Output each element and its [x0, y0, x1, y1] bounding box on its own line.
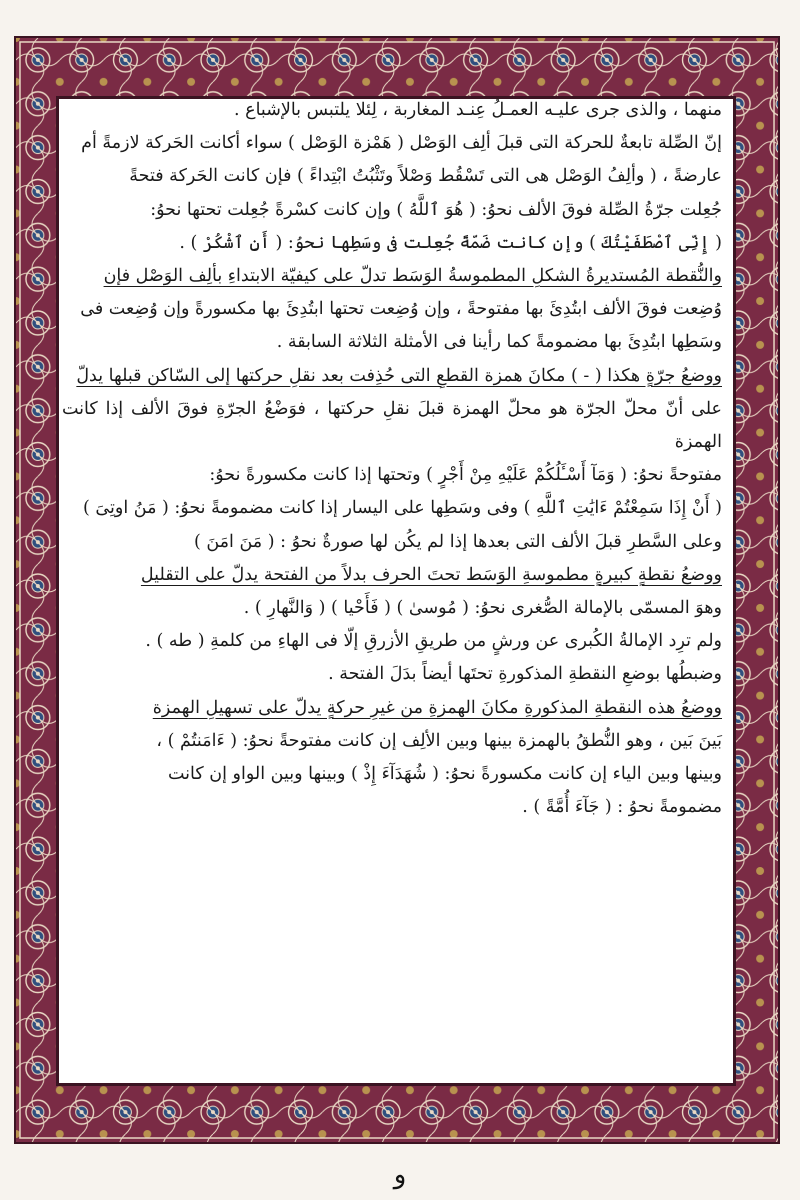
text-line-5: ( إِنِّى ٱصْطَفَيْتُكَ ) وإن كانت ضَمّةً جُعِلت فى وسَطِها نحوُ: ( أَنِ ٱشْكُرْ ) . — [179, 232, 722, 253]
text-line-11: مفتوحةً نحوُ: ( وَمَآ أَسْـَٔلُكُمْ عَلَيْهِ مِنْ أَجْرٍ ) وتحتها إذا كانت مكسورةً نحوُ: — [209, 465, 722, 486]
text-line-1: منهما ، والذى جرى عليـه العمـلُ عِنـد المغاربة ، لِئلا يلتبس بالإشباع . — [234, 100, 722, 120]
text-line-13: وعلى السَّطرِ قبلَ الألف التى بعدها إذا لم يكُن لها صورةٌ نحوُ : ( مَنَ امَنَ ) — [193, 531, 722, 552]
text-line-16: ولم ترِد الإمالةُ الكُبرى عن ورشٍ من طريقِ الأزرقِ إلّا فى الهاءِ من كلمةِ ( طه ) . — [145, 631, 722, 652]
text-line-9: ووضعُ جرّةٍ هكذا ( - ) مكانَ همزة القطعِ التى حُذِفت بعد نقلِ حركتها إلى السّاكن قبلها يدلّ — [76, 365, 722, 386]
text-line-4: جُعِلت جرّةُ الصِّلة فوقَ الألف نحوُ: ( هُوَ ٱللَّهُ ) وإن كانت كسْرةً جُعِلت تحتها نحوُ: — [150, 199, 722, 220]
text-line-17: وضبطُها بوضعِ النقطةِ المذكورةِ تحتَها أيضاً بدَلَ الفتحة . — [328, 664, 722, 685]
text-line-7: وُضِعت فوقَ الألف ابتُدِئَ بها مفتوحةً ، وإن وُضِعت تحتها ابتُدِئَ بها مكسورةً وإن وُضِعت فى — [80, 299, 722, 320]
text-line-15: وهوَ المسمّى بالإمالة الصُّغرى نحوُ: ( مُوسىٰ ) ( فَأَحْيا ) ( وَالنَّهارِ ) . — [243, 598, 722, 619]
text-line-20: وبينها وبين الياء إن كانت مكسورةً نحوُ: ( شُهَدَآءَ إِذْ ) وبينها وبين الواو إن كانت — [167, 764, 722, 785]
page-body-text — [62, 94, 722, 1114]
text-line-12: ( أَنْ إِذَا سَمِعْتُمْ ءَايَٰتِ ٱللَّهِ ) وفى وسَطِها على اليسار إذا كانت مضمومةً نحوُ: ( مَنُ اوتِىَ ) — [83, 498, 722, 519]
text-line-6: والنُّقطة المُستديرةُ الشكلِ المطموسةُ الوَسَط تدلّ على كيفيّة الابتداءِ بألِف الوَصْل فإن — [103, 266, 722, 287]
text-line-18: ووضعُ هذه النقطةِ المذكورةِ مكانَ الهمزةِ من غيرِ حركةٍ يدلّ على تسهيلِ الهمزة — [152, 697, 722, 718]
text-line-14: ووضعُ نقطةٍ كبيرةٍ مطموسةِ الوَسَط تحتَ الحرف بدلاً من الفتحة يدلّ على التقليل — [140, 564, 722, 585]
text-line-21: مضمومةً نحوُ : ( جَآءَ أُمَّةً ) . — [522, 797, 722, 818]
text-line-19: بَينَ بَين ، وهو النُّطقُ بالهمزة بينها وبين الألِف إن كانت مفتوحةً نحوُ: ( ءَامَنتُمْ ) ، — [156, 730, 722, 751]
text-line-2: إنّ الصِّلة تابعةٌ للحركة التى قبلَ ألِف الوَصْل ( هَمْزة الوَصْل ) سواء أكانت الحَركة لازمةً أم — [81, 133, 722, 154]
page-number: و — [393, 1160, 407, 1190]
text-line-10: على أنّ محلّ الجرّة هو محلّ الهمزة قبلَ نقلِ حركتها ، فوَضْعُ الجرّةِ فوقَ الألف إذا كانت الهمزة — [62, 398, 722, 453]
text-line-8: وسَطِها ابتُدِئَ بها مضمومةً كما رأينا فى الأمثلة الثلاثة السابقة . — [276, 332, 722, 353]
text-line-3: عارضةً ، ( وألِفُ الوَصْل هى التى تَسْقُط وَصْلاً وتَثْبُتُ ابْتِداءً ) فإن كانت الحَركة فتحةً — [129, 166, 722, 187]
